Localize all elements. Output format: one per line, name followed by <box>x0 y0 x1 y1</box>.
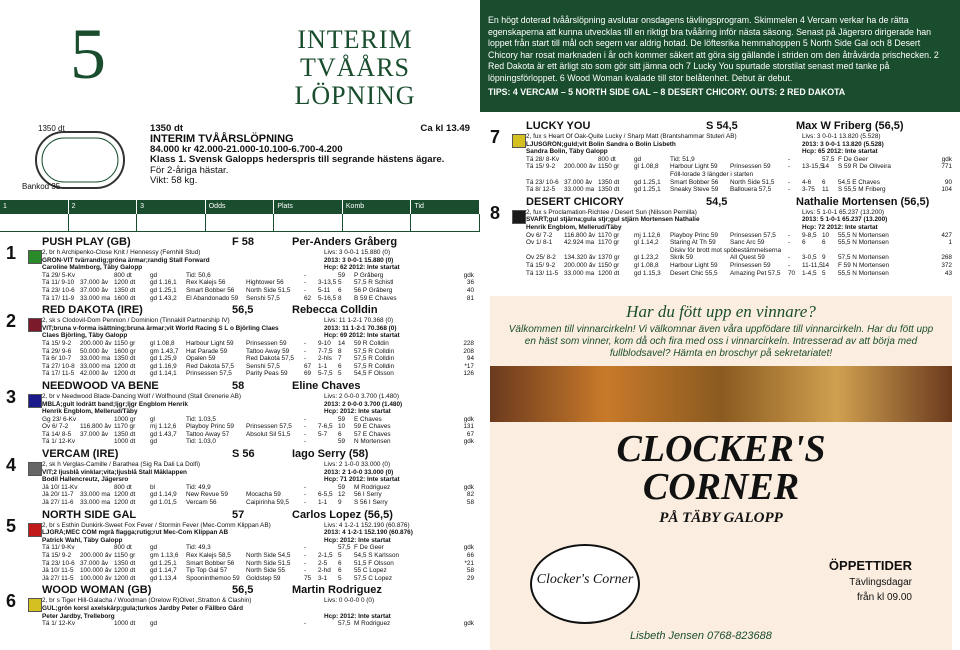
horse-name: VERCAM (IRE) <box>42 448 119 461</box>
trainer-line: Peter Jardby, Trelleborg Hcp: 2012: Inte startat <box>42 612 391 620</box>
owner-line: MBLÅ;gult lodrätt band;ljgr;ljgr Engblom Henrik 2013: 2 0-0-0 3.700 (1.480) <box>42 400 403 408</box>
pedigree-line: 2, sk s Clodovil-Dom Pennion / Dominion (Tinnakill Partnership IV) Livs: 11 1-2-1 70.368 (0) <box>42 317 394 325</box>
horse-name: WOOD WOMAN (GB) <box>42 584 152 597</box>
jockey-silk-icon <box>512 210 526 224</box>
horse-number: 6 <box>6 591 17 612</box>
race-record-row: Tä 23/ 10-6 37.000 åv 1350 dt gd 1.25,1 Smart Bobber 56 North Side 51,5 - 2-5 6 51,5 F Olsson *21 <box>42 559 474 567</box>
horse-entry <box>490 120 952 194</box>
race-intro-box <box>480 0 960 112</box>
horse-weight: 54,5 <box>706 195 728 208</box>
horse-number: 5 <box>6 515 17 536</box>
bet-col-3: 3 <box>137 200 206 214</box>
race-record-row: Tä 27/ 10-8 33.000 ma 1200 dt gd 1.16,9 Red Dakota 57,5 Senshi 57,5 67 1-1 6 57,5 R Colldin *17 <box>42 362 474 370</box>
jockey-name: Eline Chaves <box>292 379 361 392</box>
pedigree-line: 2, sk h Verglas-Camille / Barathea (Sig Ra Dali La Dolfi) Livs: 2 1-0-0 33.000 (0) <box>42 461 391 469</box>
jockey-silk-icon <box>512 134 526 148</box>
horse-weight: 56,5 <box>232 304 254 317</box>
pedigree-line: 2, br s Tiger Hill-Galacha / Woodman (Orelow R)Olvet ,Stratton & Clashin) Livs: 0 0-0-0 0 (0) <box>42 597 375 605</box>
owner-line: GRÖN-VIT tvärrandig;gröna ärmar;randig Stall Forward 2013: 3 0-0-1 15.880 (0) <box>42 256 394 264</box>
ad-contact: Lisbeth Jensen 0768-823688 <box>630 630 772 642</box>
pedigree-line: 2, fux s Heart Of Oak-Quite Lucky / Sharp Matt (Brantshammar Stuteri AB) Livs: 3 0-0-1 13.820 (5.528) <box>526 133 881 140</box>
ad-emblem: Clocker's Corner <box>530 544 640 624</box>
horse-name: NEEDWOOD VA BENE <box>42 379 159 392</box>
ad-logo-line1: CLOCKER'S <box>616 428 826 470</box>
trainer-line: Claes Björling, Täby Galopp Hcp: 69 2012: Inte startat <box>42 332 400 340</box>
race-record-row: Tä 15/ 9-2 200.000 åv 1150 gr gl 1.08,8 Harbour Light 59 Prinsessen 59 - 9-10 14 59 R Colldin 228 <box>42 339 474 347</box>
race-info <box>0 118 480 208</box>
race-record-row: Föll-lorade 3 längder i starten <box>670 170 754 178</box>
race-header <box>0 0 480 112</box>
bet-col-1: 1 <box>0 200 69 214</box>
race-record-row: Jä 27/ 11-6 33.000 ma 1200 dt gd 1.01,5 Vercam 56 Caipirinha 59,5 - 1-1 9 S 56 I Serry 58 <box>42 499 474 507</box>
race-record-row: Öv 6/ 7-2 116.800 åv 1170 gr mj 1.12,6 Playboy Princ 59 Prinsessen 57,5 - 9-8,5 10 55,5 N Mortensen 427 <box>526 231 952 239</box>
race-record-row: Öv 1/ 8-1 42.924 ma 1170 gr gl 1.14,2 Staring At Th 59 Sanc Arc 59 - 6 6 55,5 N Mortensen 1 <box>526 239 952 247</box>
horses-left-column <box>6 236 474 630</box>
race-record-row: Tä 15/ 9-2 200.000 åv 1150 gr gl 1.08,8 Harbour Light 59 Prinsessen 59 - 11-11,5 14 F 59 N Mortensen 372 <box>526 261 952 269</box>
horse-name: NORTH SIDE GAL <box>42 508 137 521</box>
pedigree-line: 2, br v Needwood Blade-Dancing Wolf / Wolfhound (Stall Grenerie AB) Livs: 2 0-0-0 3.700 (1.480) <box>42 392 399 400</box>
race-record-row: Tä 11/ 9-Kv 800 dt gd Tid: 49,3 - 57,5 F De Geer gdk <box>42 544 474 552</box>
race-class: Klass 1. Svensk Galopps hederspris till segrande hästens ägare. <box>150 154 445 166</box>
race-record-row: Tä 14/ 8-5 37.000 åv 1350 dt gd 1.43,7 Tattoo Away 57 Absolut Sil 51,5 - 5-7 6 57 E Chaves 67 <box>42 430 474 438</box>
owner-line: LJUSGRÖN;guld;vit Bolin Sandra o Bolin Lisbeth 2013: 3 0-0-1 13.820 (5.528) <box>526 140 884 148</box>
race-record-row: Tä 1/ 12-Kv 1000 dt gd - 57,5 M Rodriguez gdk <box>42 620 474 628</box>
bet-box[interactable] <box>0 214 69 232</box>
horse-number: 3 <box>6 386 17 407</box>
horse-number: 2 <box>6 311 17 332</box>
jockey-name: Nathalie Mortensen (56,5) <box>796 195 930 208</box>
bet-box[interactable] <box>69 214 138 232</box>
ad-subtitle: PÅ TÄBY GALOPP <box>659 510 783 526</box>
track-distance: 1350 dt <box>38 124 65 133</box>
horse-entry <box>6 448 474 507</box>
jockey-name: Rebecca Colldin <box>292 304 378 317</box>
track-name: Bankod 35 <box>22 182 61 191</box>
race-record-row: Tä 13/ 11-5 33.000 ma 1200 dt gd 1.15,3 Desert Chic 55,5 Amazing Pet 57,5 70 1-4,5 5 55,5 N Mortensen 43 <box>526 269 952 277</box>
trainer-line: Henrik Engblom, Mellerud/Täby Hcp: 72 2012: Inte startat <box>526 223 878 231</box>
race-number: 5 <box>70 14 106 94</box>
race-record-row: Tä 17/ 11-9 33.000 ma 1600 dt gd 1.43,2 El Abandonado 59 Senshi 57,5 62 5-16,5 8 B 59 E Chaves 81 <box>42 294 474 302</box>
trainer-line: Henrik Engblom, Mellerud/Täby Hcp: 2012: Inte startat <box>42 408 391 416</box>
race-record-row: Jä 20/ 11-7 33.000 ma 1200 dt gd 1.14,9 New Revue 59 Mocacha 59 - 6-5,5 12 56 I Serry 82 <box>42 491 474 499</box>
jockey-silk-icon <box>28 318 42 332</box>
pedigree-line: 2, br s Esthin Dunkirk-Sweet Fox Fever / Stormin Fever (Mec-Comm Klippan AB) Livs: 4 1-2-1 152.190 (60.876) <box>42 521 410 529</box>
hours-title: ÖPPETTIDER <box>828 558 912 573</box>
race-weight: Vikt: 58 kg. <box>150 175 198 187</box>
horse-name: RED DAKOTA (IRE) <box>42 304 143 317</box>
race-record-row: Tä 8/ 12-5 33.000 ma 1350 dt gd 1.25,1 Sneaky Steve 59 Ballouera 57,5 - 3-75 11 S 55,5 M Friberg 104 <box>526 186 952 194</box>
bet-col-plats: Plats <box>274 200 343 214</box>
bet-box[interactable] <box>274 214 343 232</box>
bet-col-2: 2 <box>69 200 138 214</box>
horse-weight: S 54,5 <box>706 120 738 132</box>
bet-box[interactable] <box>137 214 206 232</box>
race-distance: 1350 dt <box>150 123 184 134</box>
race-title <box>255 26 455 110</box>
ad-hours <box>829 558 912 603</box>
jockey-silk-icon <box>28 462 42 476</box>
jockey-name: Martin Rodriguez <box>292 584 382 597</box>
race-record-row: Jä 10/ 11-Kv 800 dt bl Tid: 49,9 - 59 M Rodriguez gdk <box>42 483 474 491</box>
race-details <box>150 124 470 186</box>
horse-weight: 57 <box>232 508 245 521</box>
ad-logo <box>490 430 952 506</box>
race-record-row: Tä 28/ 8-Kv 800 dt gd Tid: 51,9 - 57,5 F De Geer gdk <box>526 155 952 163</box>
race-title-line1: INTERIM TVÅÅRS <box>297 25 413 82</box>
owner-line: VIT;2 ljusblå vinklar;vita;ljusblå Stall Mäklappen 2013: 2 1-0-0 33.000 (0) <box>42 468 394 476</box>
horse-weight: 56,5 <box>232 584 254 597</box>
race-tips: TIPS: 4 VERCAM – 5 NORTH SIDE GAL – 8 DESERT CHICORY. OUTS: 2 RED DAKOTA <box>488 87 846 97</box>
owner-line: SVART;gul stjärna;gula stjr;gul stjärn Mortensen Nathalie 2013: 5 1-0-1 65.237 (13.200) <box>526 216 888 224</box>
horse-entry <box>6 304 474 378</box>
trainer-line: Sandra Bolin, Täby Galopp Hcp: 65 2012: Inte startat <box>526 148 878 156</box>
owner-line: VIT;bruna v-forma isättning;bruna ärmar;vit World Racing S L o Björling Claes 2013: 11 1-2-1 70.368 (0) <box>42 324 397 332</box>
horse-entry <box>490 196 952 277</box>
jockey-name: Iago Serry (58) <box>292 448 369 461</box>
pedigree-line: 2, fux s Proclamation-Richtee / Desert Sun (Nilsson Pernilla) Livs: 5 1-0-1 65.237 (13.200) <box>526 208 885 216</box>
race-record-row: Tä 23/ 10-6 37.000 åv 1350 dt gd 1.25,1 Smart Bobber 56 North Side 51,5 - 5-11 6 56 P Gråberg 40 <box>42 286 474 294</box>
horse-weight: S 56 <box>232 448 255 461</box>
race-record-row: Tä 11/ 9-10 37.000 åv 1200 dt gd 1.16,1 Rex Kalejs 56 Hightower 56 - 3-13,5 5 57,5 R Schistl 36 <box>42 279 474 287</box>
jockey-silk-icon <box>28 598 42 612</box>
trainer-line: Patrick Wahl, Täby Galopp Hcp: 2012: Inte startat <box>42 536 391 544</box>
horse-weight: 58 <box>232 379 245 392</box>
race-record-row: Diskv för brott mot spöbestämmelserna <box>670 246 782 254</box>
race-name: INTERIM TVÅÅRSLÖPNING <box>150 133 294 146</box>
owner-line: LJGRÅ;MEC COM mgrå flagga;rutig;rut Mec-Com Klippan AB 2013: 4 1-2-1 152.190 (60.876) <box>42 529 413 537</box>
race-record-row: Tä 15/ 9-2 200.000 åv 1150 gr gl 1.08,8 Harbour Light 59 Prinsessen 59 - 13-15,5 14 S 59 R De Oliveira 771 <box>526 163 952 171</box>
bet-boxes <box>0 214 480 232</box>
race-intro: En högt doterad tvåårslöpning avslutar onsdagens tävlingsprogram. Skimmelen 4 Vercam verkar ha de rätta egenskaperna att kunna utvecklas till en riktigt bra tvååring inför nästa säsong. Senast på Jägersro dirigerade han loppet från start till mål och segern var aldrig hotad. De löftesrika hemmahoppen 5 North Side Gal och 8 Desert Chicory har rosat marknaden i år och kommer säkert att göra sig gällande i striden om den åtråvärda prischecken. 2 Red Dakota är ett ärligt sto som gör sitt jämna och 7 Lucky You spurtade storstilat senast med tanke på löpningsförloppet. 6 Wood Woman kvalade till stor belåtenhet. Debut är debut. <box>488 15 939 83</box>
jockey-silk-icon <box>28 523 42 537</box>
race-record-row: Tä 29/ 9-6 50.000 åv 1600 gr gm 1.43,7 Hat Parade 59 Tattoo Away 59 - 7-7,5 8 57,5 R Colldin 208 <box>42 347 474 355</box>
race-record-row: Öv 6/ 7-2 116.800 åv 1170 gr mj 1.12,6 Playboy Princ 59 Prinsessen 57,5 - 7-6,5 10 59 E Chaves 131 <box>42 423 474 431</box>
horse-entry <box>6 584 474 627</box>
race-record-row: Tä 1/ 12-Kv 1000 dt gd Tid: 1.03,0 - 59 N Mortensen gdk <box>42 438 474 446</box>
horse-name: PUSH PLAY (GB) <box>42 236 131 248</box>
race-record-row: Tä 6/ 10-7 33.000 ma 1350 dt gd 1.25,9 Opalen 59 Red Dakota 57,5 - 2-hls 7 57,5 R Colldin 94 <box>42 355 474 363</box>
hours-day: Tävlingsdagar <box>849 577 912 588</box>
race-time: Ca kl 13.49 <box>420 123 470 134</box>
bet-box[interactable] <box>206 214 275 232</box>
ad-text: Välkommen till vinnarcirkeln! Vi välkomnar även våra uppfödare till vinnarcirkeln. Har du fött upp en häst som vinner, kom då och fira med oss i vinnarcirkeln. Intresserad av att börja med fullblodsavel? Hämta en broschyr på sekretariatet! <box>508 324 934 359</box>
bet-col-tid: Tid <box>411 200 480 214</box>
horse-entry <box>6 509 474 583</box>
horse-number: 7 <box>490 127 501 147</box>
race-prize: 84.000 kr 42.000-21.000-10.100-6.700-4.200 <box>150 143 343 155</box>
horse-number: 4 <box>6 455 17 476</box>
race-record-row: Tä 15/ 9-2 200.000 åv 1150 gr gm 1.13,6 Rex Kalejs 58,5 North Side 54,5 - 2-1,5 5 54,5 S Karlsson 66 <box>42 552 474 559</box>
race-record-row: Tä 17/ 11-5 42.000 åv 1200 dt gd 1.14,1 Prinsessen 57,5 Parity Peas 59 69 5-7,5 5 54,5 F Olsson 126 <box>42 370 474 378</box>
jockey-name: Per-Anders Gråberg <box>292 236 398 248</box>
owner-line: GUL;grön korsl axelskärp;gula;turkos Jardby Peter o Fällbro Gård <box>42 604 243 612</box>
horses-right-column <box>490 120 952 279</box>
jockey-silk-icon <box>28 394 42 408</box>
bet-box[interactable] <box>343 214 412 232</box>
race-condition: För 2-åriga hästar. <box>150 164 229 176</box>
horse-name: DESERT CHICORY <box>526 195 624 208</box>
horse-entry <box>6 236 474 302</box>
ad-logo-line2: CORNER <box>642 466 800 508</box>
clockers-corner-ad <box>490 296 952 650</box>
bet-col-komb: Komb <box>343 200 412 214</box>
jockey-name: Max W Friberg (56,5) <box>796 120 904 132</box>
trainer-line: Caroline Malmborg, Täby Galopp Hcp: 62 2012: Inte startat <box>42 264 400 272</box>
bet-box[interactable] <box>411 214 480 232</box>
race-title-line2: LÖPNING <box>294 81 416 110</box>
ad-question: Har du fött upp en vinnare? <box>626 302 816 321</box>
jockey-silk-icon <box>28 250 42 264</box>
race-record-row: Tä 23/ 10-6 37.000 åv 1350 dt gd 1.25,1 Smart Bobber 56 North Side 51,5 - 4-6 6 54,5 E Chaves 90 <box>526 178 952 186</box>
race-record-row: Tä 29/ 5-Kv 800 dt gd Tid: 50,6 - 59 P Gråberg gdk <box>42 271 474 279</box>
race-record-row: Öv 25/ 8-2 134.320 åv 1370 gr gl 1.23,2 Skrik 59 All Quest 59 - 3-0,5 9 57,5 N Mortensen 268 <box>526 254 952 262</box>
race-record-row: Jä 27/ 11-5 100.000 åv 1200 dt gd 1.13,4 Spooninthemoo 59 Goldstep 59 75 3-1 5 57,5 C Lopez 29 <box>42 574 474 582</box>
trainer-line: Bodil Hallencreutz, Jägersro Hcp: 71 2012: Inte startat <box>42 476 400 484</box>
horse-weight: F 58 <box>232 236 255 248</box>
race-record-row: Gg 23/ 6-Kv 1000 gr gl Tid: 1.03,5 - 59 E Chaves gdk <box>42 415 474 423</box>
horse-number: 1 <box>6 243 17 263</box>
pedigree-line: 2, br h Archipenko-Close Knit / Hennessy (Fernhill Stud) Livs: 3 0-0-1 15.880 (0) <box>42 249 391 256</box>
jockey-name: Carlos Lopez (56,5) <box>292 508 393 521</box>
horse-number: 8 <box>490 202 501 223</box>
food-photo <box>490 366 952 422</box>
horse-name: LUCKY YOU <box>526 120 591 132</box>
race-record-row: Jä 10/ 11-5 100.000 åv 1200 dt gd 1.14,7 Tip Top Gal 57 North Side 55 - 2-hd 6 55 C Lopez 58 <box>42 567 474 575</box>
horse-entry <box>6 380 474 446</box>
bet-col-odds: Odds <box>206 200 275 214</box>
hours-time: från kl 09.00 <box>856 592 912 603</box>
bet-header <box>0 200 480 214</box>
